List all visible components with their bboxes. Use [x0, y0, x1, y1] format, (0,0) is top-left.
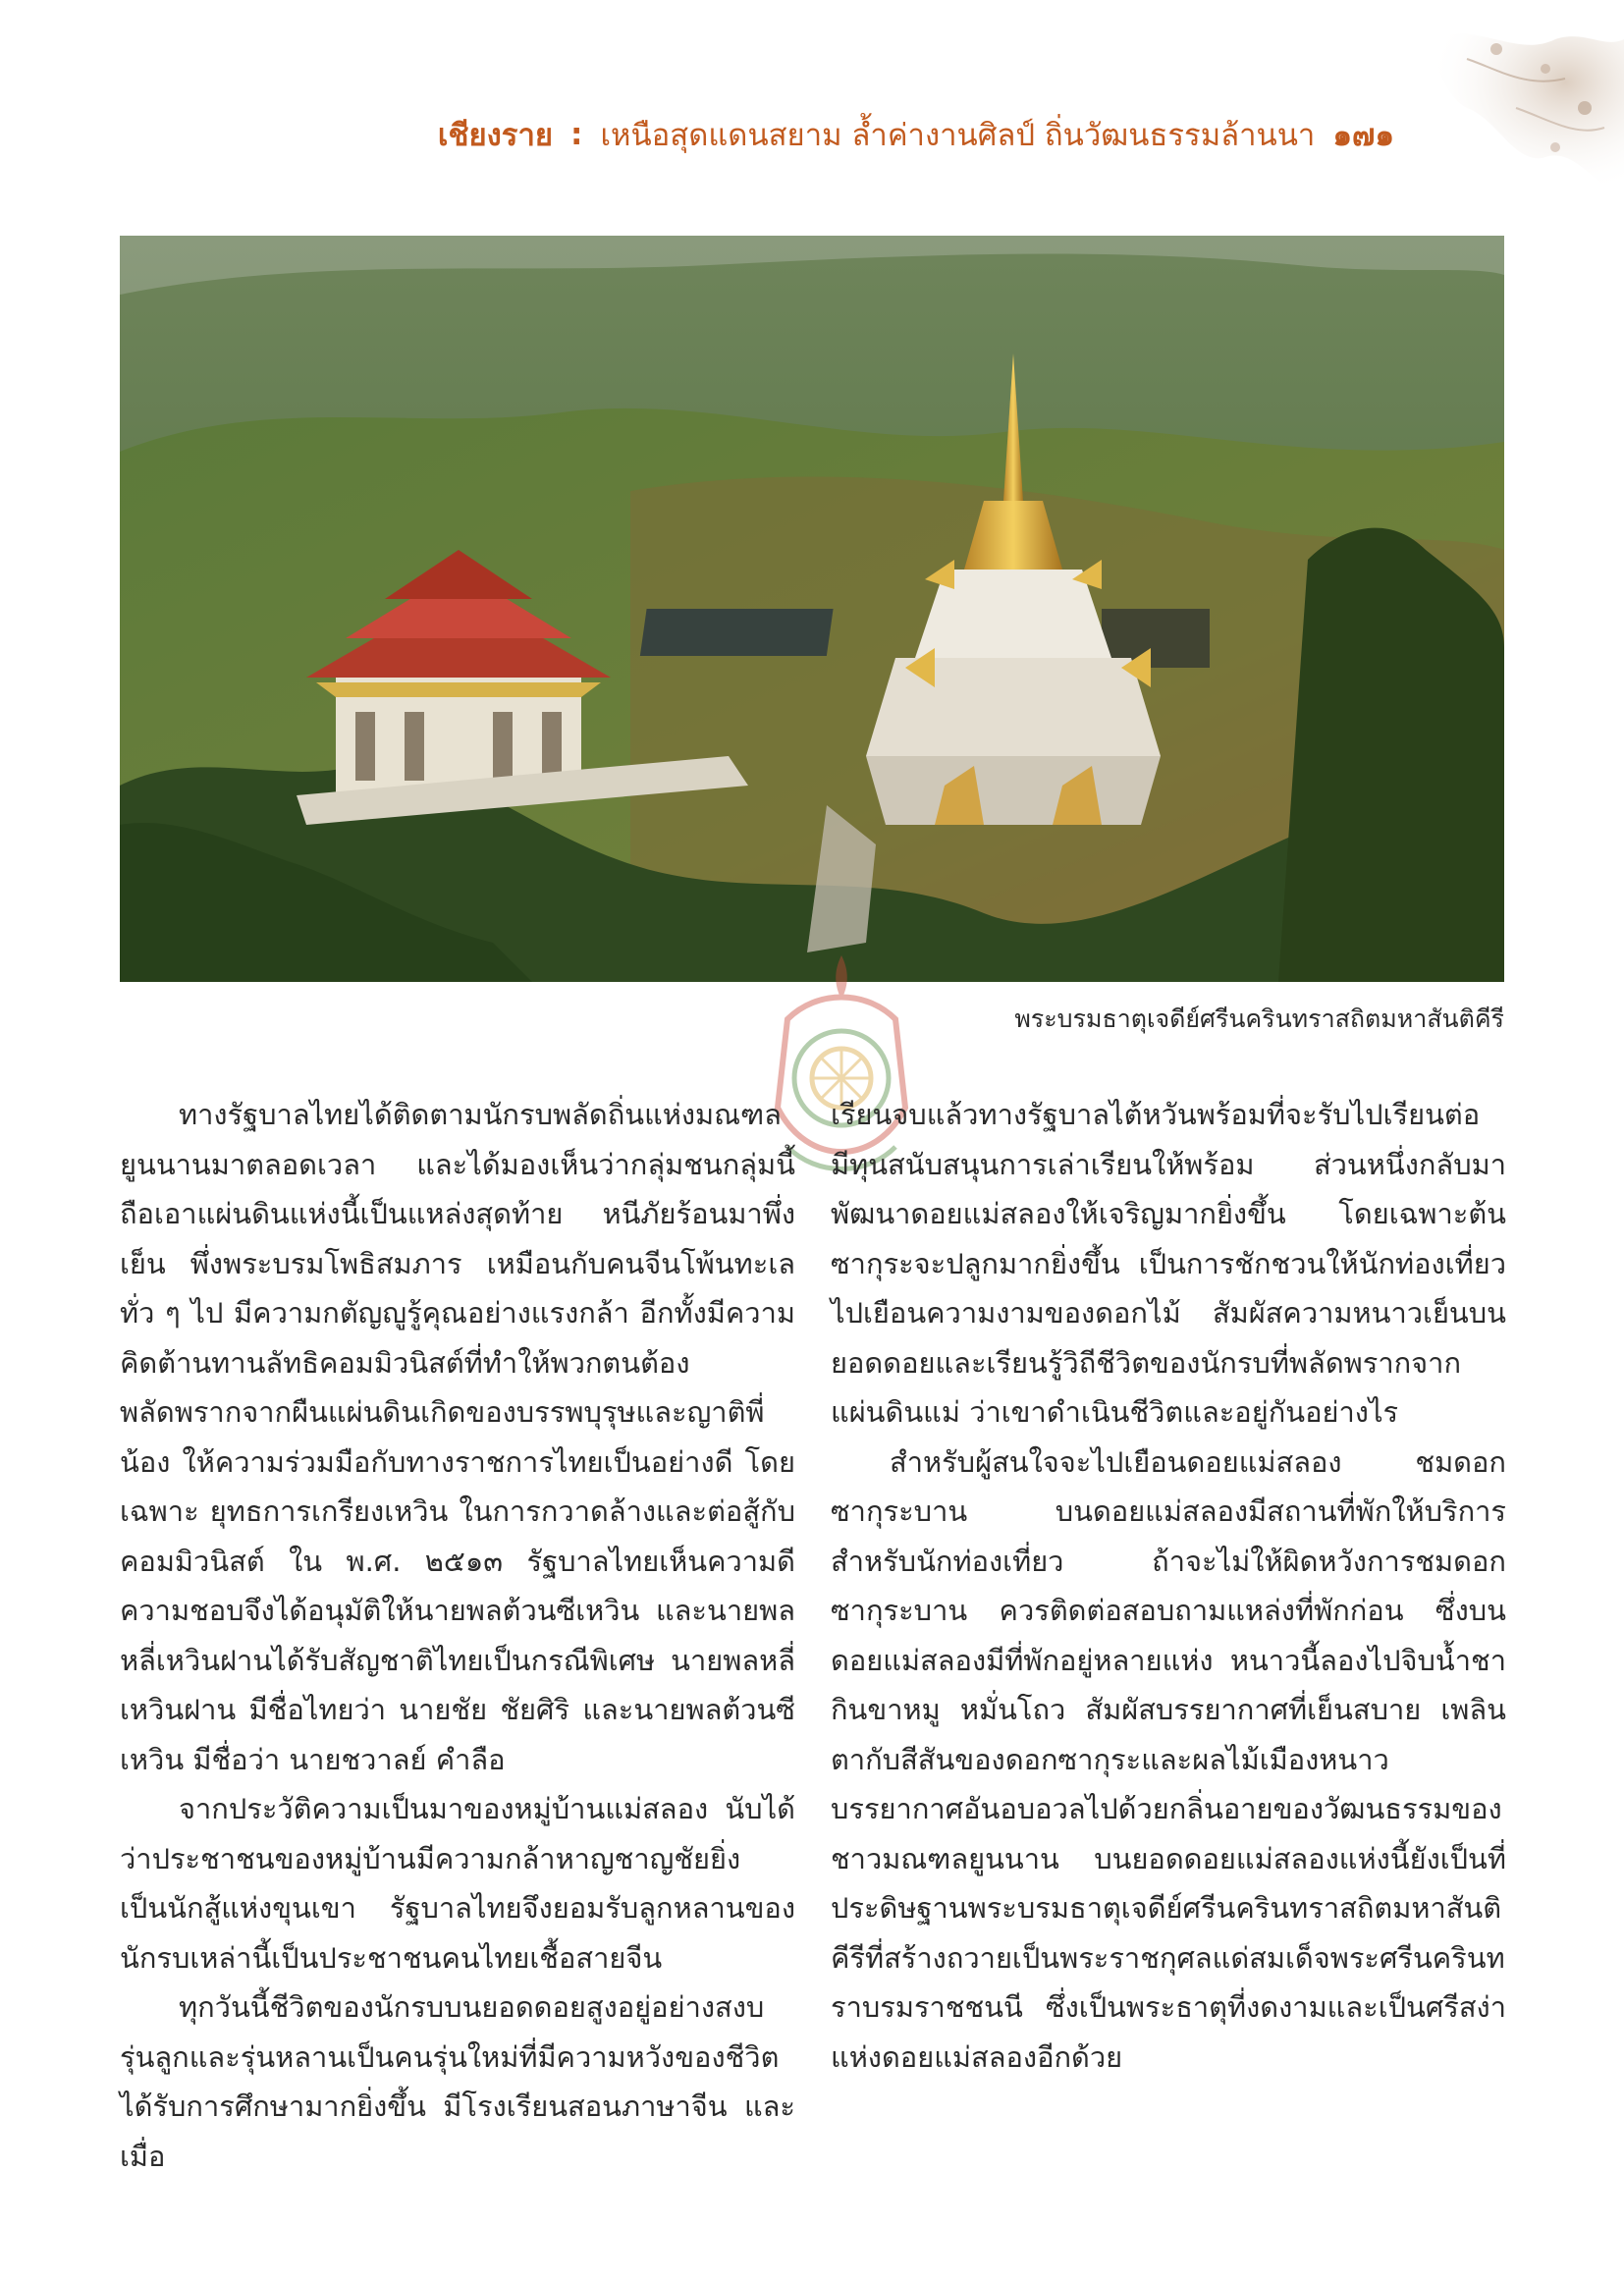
header-subtitle: เหนือสุดแดนสยาม ล้ำค่างานศิลป์ ถิ่นวัฒนธรรมล้านนา — [600, 118, 1316, 153]
header-separator: : — [570, 117, 583, 152]
paragraph: ทางรัฐบาลไทยได้ติดตามนักรบพลัดถิ่นแห่งมณฑลยูนนานมาตลอดเวลา และได้มองเห็นว่ากลุ่มชนกลุ่มนี้ ถือเอาแผ่นดินแห่งนี้เป็นแหล่งสุดท้าย หนีภัยร้อนมาพึ่งเย็น พึ่งพระบรมโพธิสมภาร เหมือนกับคนจีนโพ้นทะเลทั่ว ๆ ไป มีความกตัญญูรู้คุณอย่างแรงกล้า อีกทั้งมีความคิดต้านทานลัทธิคอมมิวนิสต์ที่ทำให้พวกตนต้องพลัดพรากจากผืนแผ่นดินเกิดของบรรพบุรุษและญาติพี่น้อง ให้ความร่วมมือกับทางราชการไทยเป็นอย่างดี โดยเฉพาะ ยุทธการเกรียงเหวิน ในการกวาดล้างและต่อสู้กับคอมมิวนิสต์ ใน พ.ศ. ๒๕๑๓ รัฐบาลไทยเห็นความดีความชอบจึงได้อนุมัติให้นายพลต้วนซีเหวิน และนายพลหลี่เหวินฝานได้รับสัญชาติไทยเป็นกรณีพิเศษ นายพลหลี่เหวินฝาน มีชื่อไทยว่า นายชัย ชัยศิริ และนายพลต้วนซีเหวิน มีชื่อว่า นายชวาลย์ คำลือ — [120, 1098, 795, 1776]
paragraph: จากประวัติความเป็นมาของหมู่บ้านแม่สลอง นับได้ว่าประชาชนของหมู่บ้านมีความกล้าหาญชาญชัยยิ่ง เป็นนักสู้แห่งขุนเขา รัฐบาลไทยจึงยอมรับลูกหลานของนักรบเหล่านี้เป็นประชาชนคนไทยเชื้อสายจีน — [120, 1792, 795, 1975]
paragraph: เรียนจบแล้วทางรัฐบาลไต้หวันพร้อมที่จะรับไปเรียนต่อ มีทุนสนับสนุนการเล่าเรียนให้พร้อม ส่วนหนึ่งกลับมาพัฒนาดอยแม่สลองให้เจริญมากยิ่งขึ้น โดยเฉพาะต้นซากุระจะปลูกมากยิ่งขึ้น เป็นการชักชวนให้นักท่องเที่ยวไปเยือนความงามของดอกไม้ สัมผัสความหนาวเย็นบนยอดดอยและเรียนรู้วิถีชีวิตของนักรบที่พลัดพรากจากแผ่นดินแม่ ว่าเขาดำเนินชีวิตและอยู่กันอย่างไร — [831, 1098, 1506, 1429]
temple-photo — [120, 236, 1504, 982]
running-header — [295, 110, 1394, 159]
right-column — [831, 1090, 1506, 2082]
page-number: ๑๗๑ — [1332, 118, 1394, 153]
paragraph: สำหรับผู้สนใจจะไปเยือนดอยแม่สลอง ชมดอกซากุระบาน บนดอยแม่สลองมีสถานที่พักให้บริการสำหรับนักท่องเที่ยว ถ้าจะไม่ให้ผิดหวังการชมดอกซากุระบาน ควรติดต่อสอบถามแหล่งที่พักก่อน ซึ่งบนดอยแม่สลองมีที่พักอยู่หลายแห่ง หนาวนี้ลองไปจิบน้ำชา กินขาหมู หมั่นโถว สัมผัสบรรยากาศที่เย็นสบาย เพลินตากับสีสันของดอกซากุระและผลไม้เมืองหนาว บรรยากาศอันอบอวลไปด้วยกลิ่นอายของวัฒนธรรมของชาวมณฑลยูนนาน บนยอดดอยแม่สลองแห่งนี้ยังเป็นที่ประดิษฐานพระบรมธาตุเจดีย์ศรีนครินทราสถิตมหาสันติคีรีที่สร้างถวายเป็นพระราชกุศลแด่สมเด็จพระศรีนครินทราบรมราชชนนี ซึ่งเป็นพระธาตุที่งดงามและเป็นศรีสง่าแห่งดอยแม่สลองอีกด้วย — [831, 1444, 1506, 2074]
header-province: เชียงราย — [437, 118, 554, 153]
corner-floral-decoration — [1408, 0, 1624, 196]
left-column — [120, 1090, 795, 2181]
figure-caption: พระบรมธาตุเจดีย์ศรีนครินทราสถิตมหาสันติคีรี — [1014, 1005, 1504, 1033]
paragraph: ทุกวันนี้ชีวิตของนักรบบนยอดดอยสูงอยู่อย่างสงบ รุ่นลูกและรุ่นหลานเป็นคนรุ่นใหม่ที่มีความหวังของชีวิต ได้รับการศึกษามากยิ่งขึ้น มีโรงเรียนสอนภาษาจีน และเมื่อ — [120, 1990, 795, 2173]
